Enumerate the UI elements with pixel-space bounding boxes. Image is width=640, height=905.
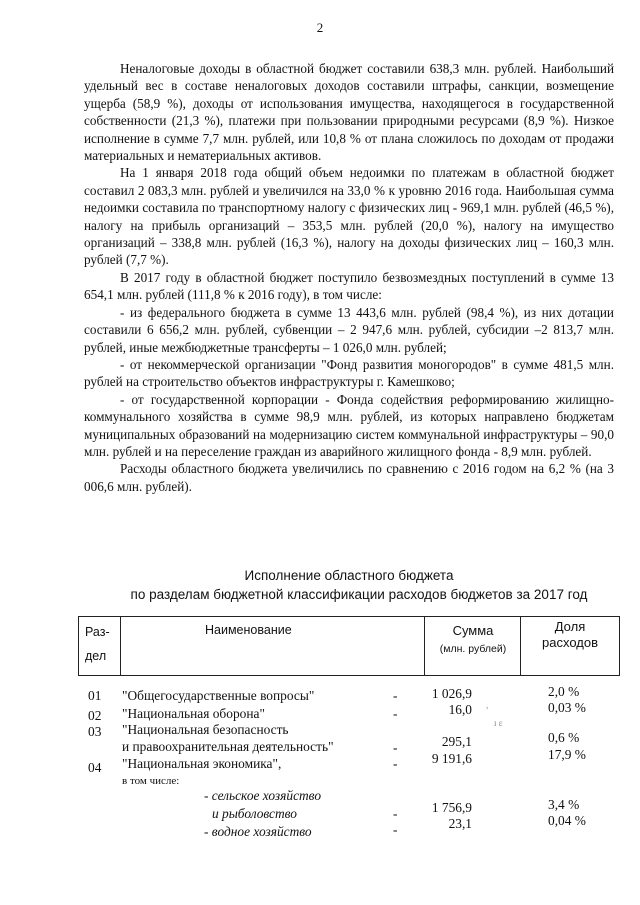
row-dash: - [393, 688, 398, 703]
paragraph-federal-budget: - из федерального бюджета в сумме 13 443,6 млн. рублей (98,4 %), из них дотации составили 6 656,2 млн. рублей, субвенции – 2 947,6 млн. рублей, субсидии –2 813,7 млн. рублей, иные межбюджетные трансферты – 1 026,0 млн. рублей; [84, 304, 614, 355]
row-dash: - [393, 740, 398, 755]
row-code: 03 [88, 724, 102, 739]
subrow-dash: - [393, 806, 398, 821]
table-title-line2: по разделам бюджетной классификации расходов бюджетов за 2017 год [130, 587, 588, 602]
row-share: 17,9 % [548, 747, 586, 762]
row-amount: 1 026,9 [431, 686, 472, 701]
including-label: в том числе: [122, 775, 180, 787]
subrow-share: 0,04 % [548, 813, 586, 828]
subrow-amount: 1 756,9 [431, 800, 472, 815]
row-name-line1: "Национальная безопасность [122, 722, 289, 737]
page-number: 2 [316, 20, 324, 35]
header-razdel: Раз- дел [79, 617, 121, 675]
subrow-name: - водное хозяйство [204, 824, 312, 839]
subrow-share: 3,4 % [548, 797, 580, 812]
scan-mark: , [486, 700, 489, 710]
row-name: "Национальная оборона" [122, 706, 265, 721]
subrow-name-line1: - сельское хозяйство [204, 788, 322, 803]
paragraph-grants: В 2017 году в областной бюджет поступило безвозмездных поступлений в сумме 13 654,1 млн. рублей (111,8 % к 2016 году), в том числе: [84, 269, 614, 303]
header-share: Доля расходов [542, 619, 598, 650]
row-amount: 9 191,6 [431, 751, 472, 766]
paragraph-expenses: Расходы областного бюджета увеличились по сравнению с 2016 годом на 6,2 % (на 3 006,6 млн. рублей). [84, 461, 614, 494]
row-code: 01 [88, 688, 102, 703]
row-name: "Национальная экономика", [122, 756, 282, 771]
row-dash: - [393, 706, 398, 721]
paragraph-nontax-income: Неналоговые доходы в областной бюджет составили 638,3 млн. рублей. Наибольший удельный вес в составе неналоговых доходов составили штрафы, санкции, возмещение ущерба (58,9 %), доходы от использования имущества, находящегося в государственной собственности (21,3 %), платежи при пользовании природными ресурсами (8,9 %). Низкое исполнение в сумме 7,7 млн. рублей, или 10,8 % от плана сложилось по доходам от продажи материальных и нематериальных активов. [84, 61, 614, 164]
scan-mark: ɪ ɛ [494, 718, 503, 728]
row-share: 2,0 % [548, 684, 580, 699]
header-name: Наименование [121, 617, 425, 675]
paragraph-arrears: На 1 января 2018 года общий объем недоимки по платежам в областной бюджет составил 2 083,3 млн. рублей и увеличился на 33,0 % к уровню 2016 года. Наибольшая сумма недоимки составила по транспортному налогу с физических лиц - 969,1 млн. рублей (46,5 %), налогу на прибыль организаций – 353,5 млн. рублей (20,0 %), налогу на имущество организаций – 338,8 млн. рублей (16,3 %), налогу на доходы физических лиц – 160,3 млн. рублей (7,7 %). [84, 165, 614, 268]
row-code: 02 [88, 708, 102, 723]
subrow-dash: - [393, 822, 398, 837]
subrow-amount: 23,1 [448, 816, 472, 831]
row-amount: 295,1 [441, 734, 472, 749]
row-share: 0,03 % [548, 700, 586, 715]
header-sum: Сумма (млн. рублей) [425, 617, 521, 675]
row-name-line2: и правоохранительная деятельность" [122, 739, 334, 754]
table-title-line1: Исполнение областного бюджета [244, 568, 454, 583]
row-name: "Общегосударственные вопросы" [122, 688, 315, 703]
row-share: 0,6 % [548, 730, 580, 745]
subrow-name-line2: и рыболовство [212, 806, 298, 821]
row-amount: 16,0 [448, 702, 472, 717]
row-dash: - [393, 756, 398, 771]
paragraph-monotowns-fund: - от некоммерческой организации "Фонд развития моногородов" в сумме 481,5 млн. рублей на строительство объектов инфраструктуры г. Камешково; [84, 356, 614, 390]
row-code: 04 [88, 760, 102, 775]
paragraph-housing-fund: - от государственной корпорации - Фонда содействия реформированию жилищно-коммунального хозяйства в сумме 98,9 млн. рублей, из которых направлено бюджетам муниципальных образований на модернизацию систем коммунальной инфраструктуры – 90,0 млн. рублей и на переселение граждан из аварийного жилищного фонда - 8,9 млн. рублей. [84, 391, 614, 459]
